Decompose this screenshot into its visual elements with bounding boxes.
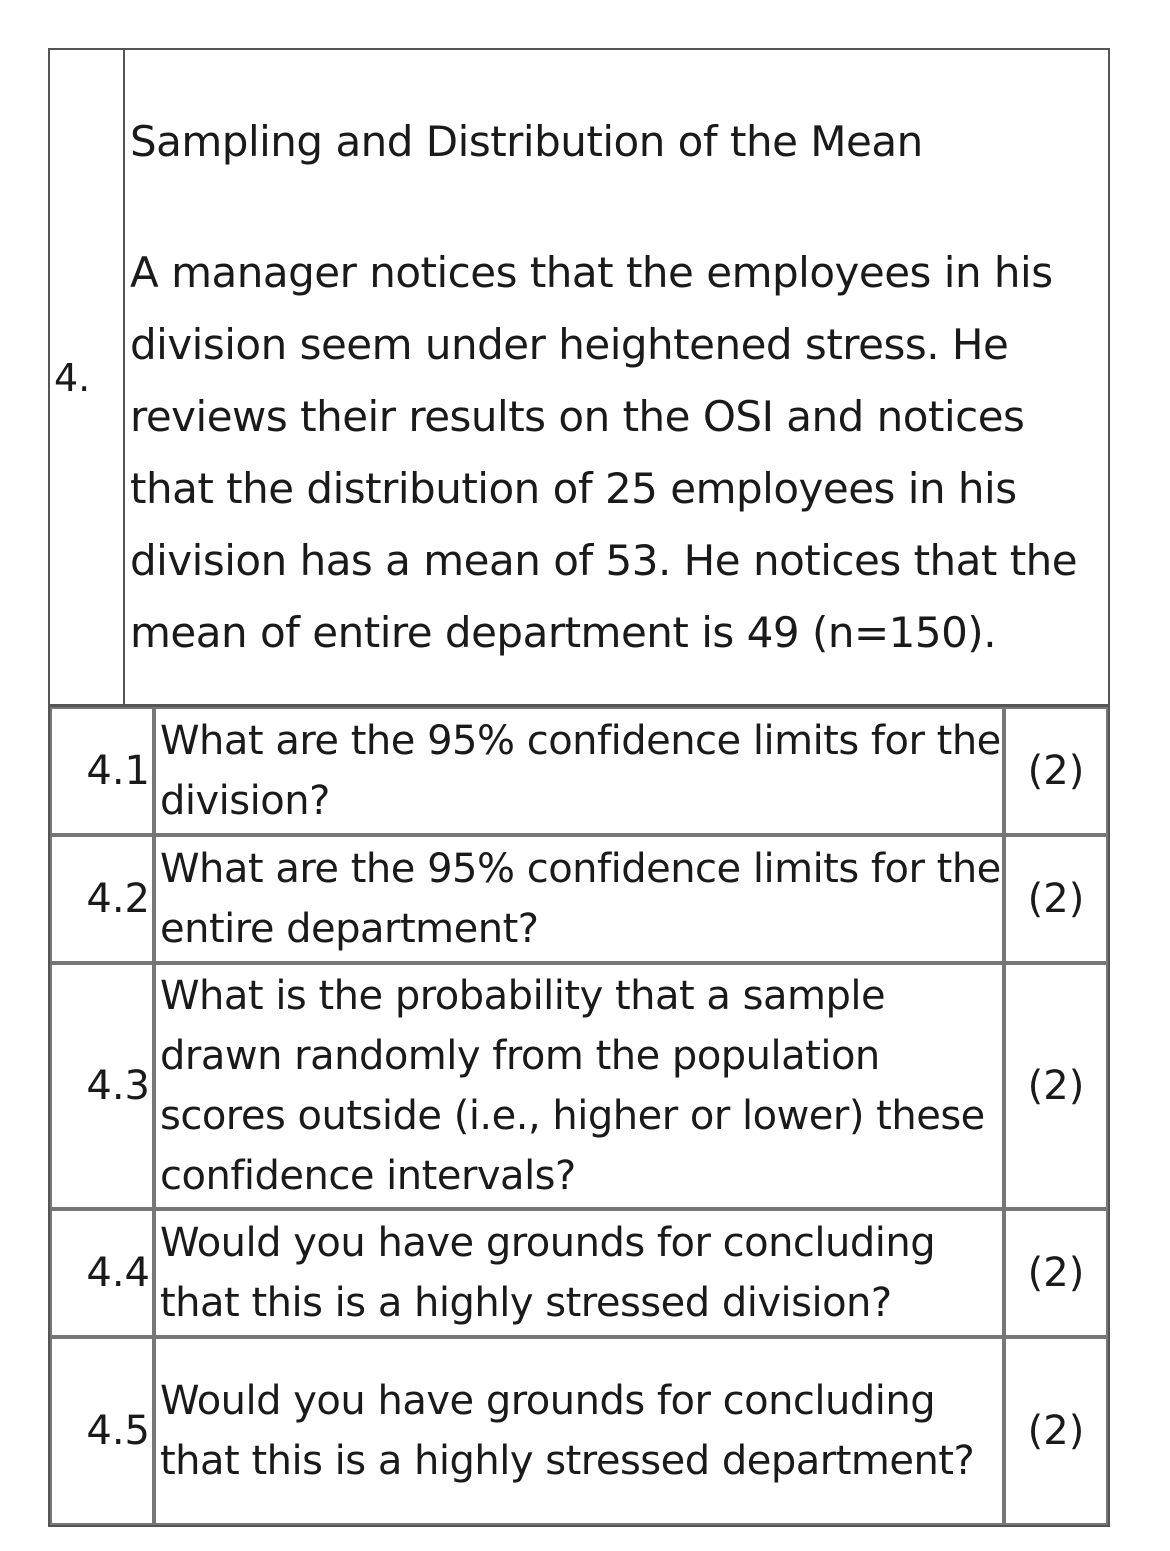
subquestion-number: 4.2 — [50, 835, 154, 963]
subquestion-marks: (2) — [1004, 1337, 1108, 1525]
subquestion-text: What are the 95% confidence limits for the entire department? — [154, 835, 1004, 963]
question-title: Sampling and Distribution of the Mean — [130, 117, 923, 166]
subquestion-marks: (2) — [1004, 707, 1108, 835]
subquestion-text: Would you have grounds for concluding that this is a highly stressed department? — [154, 1337, 1004, 1525]
subquestion-marks: (2) — [1004, 835, 1108, 963]
table-row — [50, 707, 1108, 835]
subquestion-marks: (2) — [1004, 963, 1108, 1209]
subquestion-number: 4.1 — [50, 707, 154, 835]
subquestion-marks: (2) — [1004, 1209, 1108, 1337]
subquestion-text: What is the probability that a sample drawn randomly from the population scores outside (i.e., higher or lower) these confidence intervals? — [154, 963, 1004, 1209]
subquestion-text: Would you have grounds for concluding that this is a highly stressed division? — [154, 1209, 1004, 1337]
question-number-cell — [50, 50, 125, 704]
question-scenario: A manager notices that the employees in his division seem under heightened stress. He reviews their results on the OSI and notices that the distribution of 25 employees in his division has a mean of 53. He notices that the mean of entire department is 49 (n=150). — [130, 248, 1078, 657]
subquestion-number: 4.3 — [50, 963, 154, 1209]
table-row — [50, 1209, 1108, 1337]
subquestions-table — [48, 705, 1110, 1527]
subquestion-number: 4.5 — [50, 1337, 154, 1525]
subquestion-number: 4.4 — [50, 1209, 154, 1337]
table-row — [50, 963, 1108, 1209]
question-body-cell — [126, 50, 1108, 704]
question-intro-table — [48, 48, 1110, 706]
subquestion-text: What are the 95% confidence limits for the division? — [154, 707, 1004, 835]
table-row — [50, 1337, 1108, 1525]
table-row — [50, 835, 1108, 963]
question-number: 4. — [54, 356, 91, 400]
